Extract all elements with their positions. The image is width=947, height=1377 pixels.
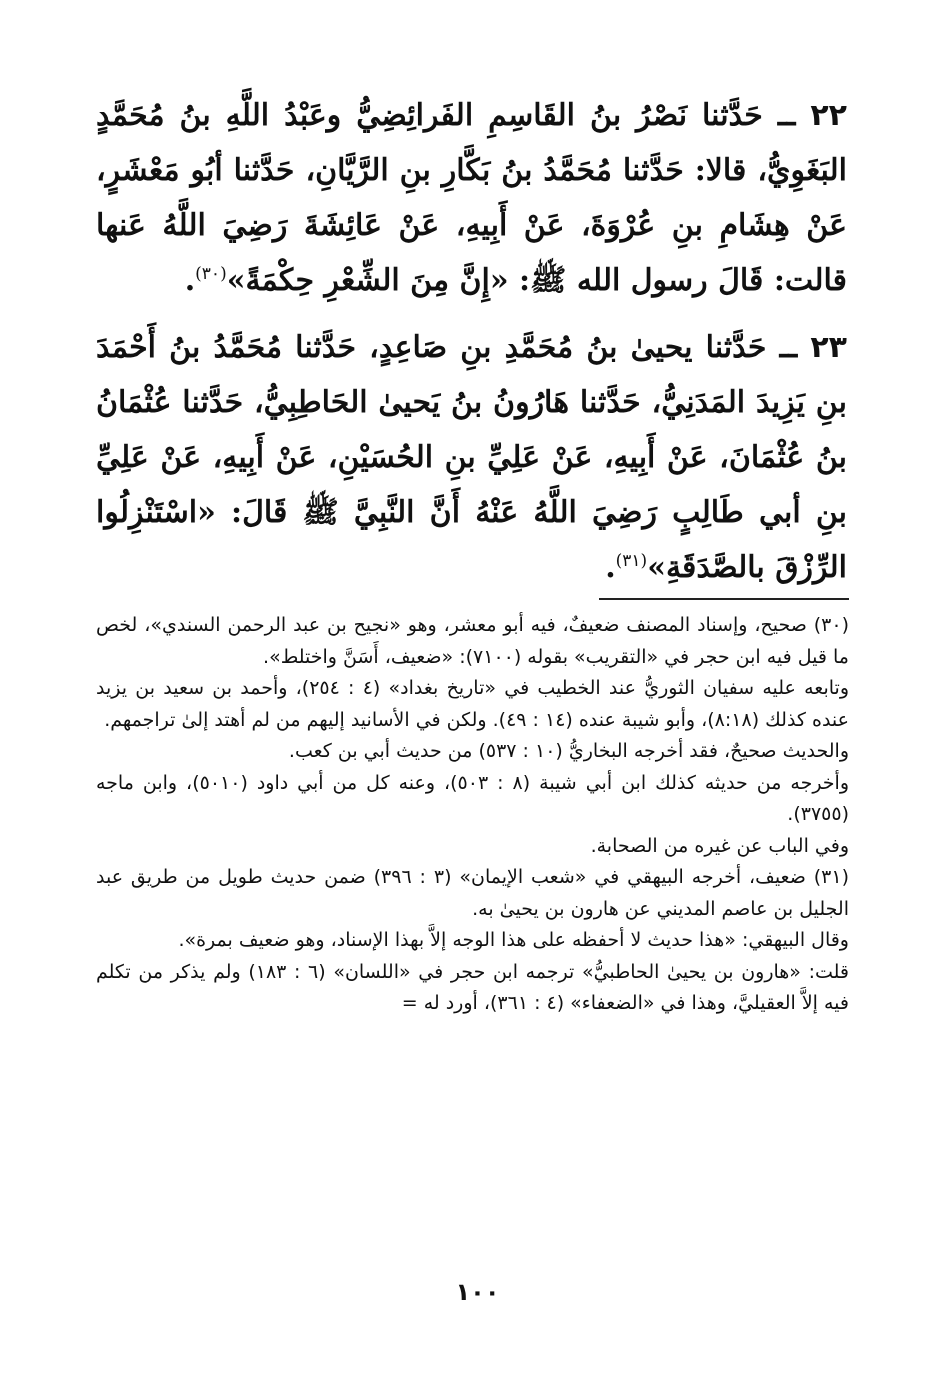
footnote-31: (٣١) ضعيف، أخرجه البيهقي في «شعب الإيمان» (٣ : ٣٩٦) ضمن حديث طويل من طريق عبد الجليل بن عاصم المديني عن هارون بن يحيىٰ به. [96, 866, 850, 920]
hadith-number: ٢٢ [810, 98, 847, 133]
footnote-separator [599, 598, 849, 600]
hadith-number: ٢٣ [810, 330, 847, 365]
footnote-30: (٣٠) صحيح، وإسناد المصنف ضعيفٌ، فيه أبو معشر، وهو «نجيح بن عبد الرحمن السندي»، لخص ما قيل فيه ابن حجر في «التقريب» بقوله (٧١٠٠): «ضعيف، أَسَنَّ واختلط». [96, 614, 849, 668]
page-number: ١٠٠ [455, 1278, 500, 1306]
hadith-text: ــ حَدَّثنا يحيىٰ بنُ مُحَمَّدِ بنِ صَاعِدٍ، حَدَّثنا مُحَمَّدُ بنُ أَحْمَدَ بنِ يَزِيدَ المَدَنِيُّ، حَدَّثنا هَارُونُ بنُ يَحيىٰ الحَاطِبِيُّ، حَدَّثنا عُثْمَانُ بنُ عُثْمَانَ، عَنْ أَبِيهِ، عَنْ عَلِيِّ بنِ الحُسَيْنِ، عَنْ أَبِيهِ، عَنْ عَلِيِّ بنِ أبي طَالِبٍ رَضِيَ اللَّهُ عَنْهُ أَنَّ النَّبِيَّ ﷺ قَالَ: «اسْتَنْزِلُوا الرِّزْقَ بالصَّدَقَةِ» [96, 330, 848, 585]
footnote-30-paragraph: وأخرجه من حديثه كذلك ابن أبي شيبة (٨ : ٥٠٣)، وعنه كل من أبي داود (٥٠١٠)، وابن ماجه (٣٧٥٥). [96, 771, 850, 825]
footnote-31-paragraph: قلت: «هارون بن يحيىٰ الحاطبيُّ» ترجمه ابن حجر في «اللسان» (٦ : ١٨٣) ولم يذكر من تكلم فيه إلاَّ العقيليَّ، وهذا في «الضعفاء» (٤ : ٣٦١)، أورد له = [96, 960, 849, 1014]
footnote-reference[interactable]: (٣١) [615, 551, 648, 571]
hadith-text: ــ حَدَّثنا نَصْرُ بنُ القَاسِمِ الفَرائِضِيُّ وعَبْدُ اللَّهِ بنُ مُحَمَّدٍ البَغَوِيُّ، قالا: حَدَّثنا مُحَمَّدُ بنُ بَكَّارِ بنِ الرَّيَّانِ، حَدَّثنا أبُو مَعْشَرٍ، عَنْ هِشَامِ بنِ عُرْوَةَ، عَنْ أَبِيهِ، عَنْ عَائِشَةَ رَضِيَ اللَّهُ عَنها قالت: قَالَ رسول الله ﷺ: «إِنَّ مِنَ الشِّعْرِ حِكْمَةً» [96, 98, 847, 298]
hadith-23 [96, 320, 847, 595]
hadith-end: . [184, 263, 196, 298]
footnote-30-paragraph: والحديث صحيحٌ، فقد أخرجه البخاريُّ (١٠ : ٥٣٧) من حديث أبي بن كعب. [288, 740, 849, 762]
footnotes-section [96, 610, 849, 1020]
footnote-31-paragraph: وقال البيهقي: «هذا حديث لا أحفظه على هذا الوجه إلاَّ بهذا الإسناد، وهو ضعيف بمرة». [178, 929, 849, 951]
footnote-30-paragraph: وفي الباب عن غيره من الصحابة. [590, 834, 849, 857]
footnote-reference[interactable]: (٣٠) [195, 264, 227, 284]
footnote-30-paragraph: وتابعه عليه سفيان الثوريُّ عند الخطيب في «تاريخ بغداد» (٤ : ٢٥٤)، وأحمد بن سعيد بن يزيد عنده كذلك (٨:١٨)، وأبو شيبة عنده (١٤ : ٤٩). ولكن في الأسانيد إليهم من لم أهتد إلىٰ تراجمهم. [96, 677, 849, 731]
hadith-22 [96, 88, 847, 308]
hadith-end: . [605, 550, 616, 585]
